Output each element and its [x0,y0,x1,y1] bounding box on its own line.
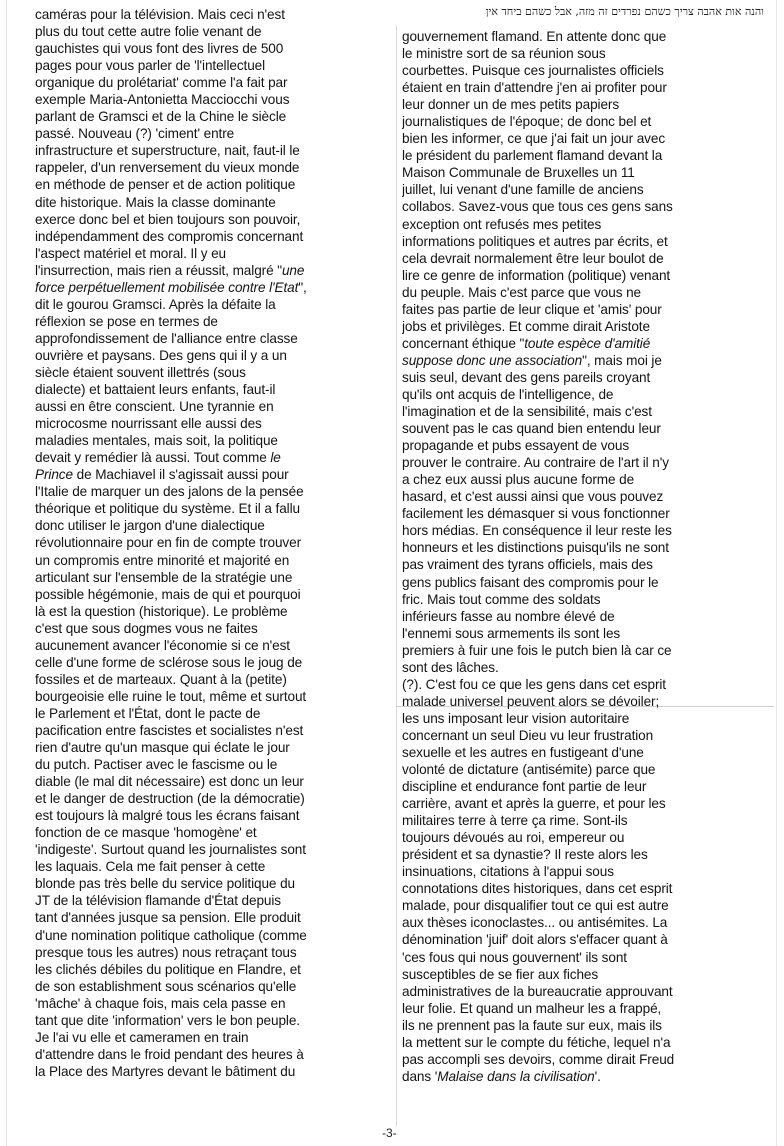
text-run: '. [594,1068,601,1084]
text-run: réflexion se pose en termes de [35,313,218,329]
text-line [402,267,762,284]
text-run: donc utiliser le jargon d'une dialectique [35,518,265,534]
text-line [402,522,762,539]
text-line [402,471,762,488]
text-run: président et sa dynastie? Il reste alors les [402,847,648,863]
text-run: les laquais. Cela me fait penser à cette [35,859,266,875]
text-run: dialecte) et battaient leurs enfants, faut-il [35,382,276,398]
text-line [35,159,387,176]
italic-text: le [270,450,281,466]
text-run: a chez eux aussi plus aucune forme de [402,472,635,488]
text-run: pas accompli ses devoirs, comme dirait Freud [402,1051,675,1067]
text-line [402,1051,762,1068]
text-run: 'ces fous qui nous gouvernent' ils sont [402,949,627,965]
text-line [402,795,762,812]
text-line [402,829,762,846]
text-line [35,176,387,193]
text-line [402,420,762,437]
text-line [402,130,762,147]
text-line [402,863,762,880]
text-run: faites pas partie de leur clique et 'amis' pour [402,301,662,317]
text-run: pas vraiment des tyrans officiels, mais des [402,557,653,573]
left-text-column [35,6,387,1080]
text-run: 'mâche' à chaque fois, mais cela passe en [35,995,286,1011]
text-line [35,858,387,875]
text-run: siècle étaient souvent illettrés (sous [35,364,246,380]
italic-text: Prince [35,467,73,483]
text-line [35,313,387,330]
text-run: hasard, et c'est aussi ainsi que vous pouvez [402,489,664,505]
text-run: infrastructure et superstructure, nait, faut-il le [35,143,300,159]
text-run: dite historique. Mais la classe dominante [35,194,276,210]
text-run: administratives de la bureaucratie approuvant [402,983,673,999]
text-line [402,233,762,250]
text-run: sexuelle et les autres en fustigeant d'une [402,744,644,760]
text-line [402,556,762,573]
text-run: les uns imposant leur vision autoritaire [402,710,630,726]
text-run: leur donner un de mes petits papiers [402,97,620,113]
text-run: JT de la télévision flamande d'État depuis [35,893,282,909]
text-line [402,966,762,983]
text-run: journalistiques de l'époque; de donc bel et [402,114,652,130]
text-run: la mettent sur le compte du fétiche, lequel n'a [402,1034,671,1050]
text-run: tant d'années jusque sa pension. Elle produit [35,910,301,926]
scan-edge-right [776,0,777,1146]
text-line [35,74,387,91]
text-run: carrière, avant et après la guerre, et pour les [402,796,666,812]
text-line [35,228,387,245]
text-line [35,790,387,807]
text-line [402,897,762,914]
text-run: facilement les démasquer si vous fonctionner [402,506,670,522]
text-line [35,211,387,228]
text-line [35,398,387,415]
text-line [402,28,762,45]
text-run: 'indigeste'. Surtout quand les journalistes sont [35,842,306,858]
text-line [402,931,762,948]
text-line [35,347,387,364]
text-line [402,62,762,79]
text-run: indépendamment des compromis concernant [35,228,304,244]
text-line [35,875,387,892]
text-run: malade, pour disqualifier tout ce qui est autre [402,898,669,914]
text-line [402,1034,762,1051]
text-line [35,432,387,449]
text-run: bien les informer, ce que j'ai fait un jour avec [402,131,666,147]
text-line [35,841,387,858]
text-run: maladies mentales, mais soit, la politique [35,433,278,449]
text-run: d'une nomination politique catholique (comme [35,927,307,943]
text-line [402,574,762,591]
text-run: plus du tout cette autre folie venant de [35,24,262,40]
column-divider [396,26,397,1126]
text-line [402,591,762,608]
text-line [35,108,387,125]
hebrew-header-line: והנה אות אהבה צריך כשהם נפרדים זה מזה, אבל כשהם ביחד אין [485,5,764,18]
text-run: cela devrait normalement être leur boulot de [402,250,664,266]
text-line [35,586,387,603]
text-run: rappeler, d'un renversement du vieux monde [35,160,300,176]
text-run: théorique et politique du système. Et il a fallu [35,501,300,517]
text-run: devait y remédier là aussi. Tout comme [35,450,271,466]
text-line [402,983,762,1000]
text-run: les clichés débiles du politique en Flandre, et [35,961,301,977]
text-run: du putch. Pactiser avec le fascisme ou le [35,757,278,773]
text-run: d'attendre dans le froid pendant des heures à [35,1046,304,1062]
text-run: honneurs et les distinctions puisqu'ils ne sont [402,540,669,556]
text-line [35,756,387,773]
text-run: exerce donc bel et bien toujours son pouvoir, [35,211,301,227]
text-line [35,381,387,398]
text-run: du peuple. Mais c'est parce que vous ne [402,284,642,300]
text-run: leur folie. Et quand un malheur les a frappé, [402,1000,662,1016]
text-line [35,91,387,108]
text-run: fossiles et de marteaux. Quant à la (petite) [35,671,287,687]
text-line [402,301,762,318]
text-line [402,659,762,676]
text-run: l'Italie de marquer un des jalons de la pensée [35,484,304,500]
text-line [402,625,762,642]
text-run: gouvernement flamand. En attente donc que [402,29,667,44]
text-line [35,620,387,637]
text-line [35,961,387,978]
text-run: presque tous les autres) nous retraçant tous [35,944,297,960]
text-line [402,216,762,233]
text-line [402,147,762,164]
text-run: là est la question (historique). Le problème [35,603,288,619]
text-line [35,534,387,551]
text-line [35,978,387,995]
text-run: gens publics faisant des compromis pour le [402,574,659,590]
italic-text: force perpétuellement mobilisée contre l'Etat [35,279,299,295]
text-run: le président du parlement flamand devant la [402,148,663,164]
text-line [402,778,762,795]
text-line [35,569,387,586]
italic-text: une [281,262,305,278]
text-run: c'est que sous dogmes vous ne faites [35,620,258,636]
text-line [402,761,762,778]
text-line [402,45,762,62]
text-line [35,483,387,500]
text-run: informations politiques et autres par écrits, et [402,233,668,249]
text-line [402,79,762,96]
text-line [35,637,387,654]
text-run: le ministre sort de sa réunion sous [402,46,606,62]
text-run: militaires terre à terre ça rime. Sont-ils [402,813,628,829]
text-line [35,671,387,688]
text-line [35,603,387,620]
text-line [35,262,387,279]
italic-text: toute espèce d'amitié [524,335,651,351]
text-run: microcosme nourrissant elle aussi des [35,416,262,432]
text-run: courbettes. Puisque ces journalistes officiels [402,63,664,79]
text-run: Je l'ai vu elle et cameramen en train [35,1029,249,1045]
text-run: propagande et pubs essayent de vous [402,438,630,454]
text-line [402,403,762,420]
text-line [35,194,387,211]
text-line [402,437,762,454]
text-run: inférieurs fasse au nombre élevé de [402,608,615,624]
text-run: dénomination 'juif' doit alors s'effacer quant à [402,932,668,948]
text-line [35,1029,387,1046]
text-line [35,296,387,313]
text-line [35,1063,387,1080]
text-line [402,164,762,181]
text-run: souvent pas le cas quand bien entendu leur [402,421,661,437]
text-run: est toujours là malgré tous les écrans faisant [35,808,300,824]
text-run: organique du prolétariat' comme l'a fait par [35,75,288,91]
text-line [35,739,387,756]
text-run: premiers à fuir une fois le putch bien là car ce [402,642,672,658]
text-line [402,608,762,625]
text-line [402,880,762,897]
text-line [402,318,762,335]
text-line [402,846,762,863]
text-line [35,722,387,739]
text-line [402,250,762,267]
text-run: celle d'une forme de sclérose sous le joug de [35,654,303,670]
text-line [35,330,387,347]
text-line [402,710,762,727]
text-line [35,449,387,466]
text-run: Maison Communale de Bruxelles un 11 [402,165,635,181]
text-line [35,909,387,926]
text-line [402,335,762,352]
text-run: bourgeoisie elle ruine le tout, même et surtout [35,688,307,704]
text-line [35,944,387,961]
text-run: connotations dites historiques, dans cet esprit [402,881,673,897]
text-line [402,113,762,130]
text-run: susceptibles de se fier aux fiches [402,966,599,982]
text-run: aussi en être conscient. Une tyrannie en [35,399,274,415]
text-run: l'imagination et de la sensibilité, mais c'est [402,404,652,420]
text-line [402,454,762,471]
text-run: diable (le mal dit nécessaire) est donc un leur [35,774,304,790]
text-run: malade universel peuvent alors se dévoiler; [402,693,660,709]
text-line [35,466,387,483]
text-line [402,642,762,659]
text-run: l'insurrection, mais rien a réussit, malgré " [35,262,282,278]
text-line [402,727,762,744]
text-line [402,1068,762,1085]
text-run: de Machiavel il s'agissait aussi pour [72,467,289,483]
text-run: exception ont refusés mes petites [402,216,602,232]
text-line [35,6,387,23]
text-run: hors médias. En conséquence il leur reste les [402,523,672,539]
text-run: exemple Maria-Antonietta Macciocchi vous [35,92,290,108]
text-run: caméras pour la télévision. Mais ceci n'est [35,7,285,22]
text-run: collabos. Savez-vous que tous ces gens sans [402,199,673,215]
text-run: ", [298,279,307,295]
text-run: rien d'autre qu'un masque qui éclate le jour [35,740,290,756]
text-run: parlant de Gramsci et de la Chine le siècle [35,109,287,125]
text-run: ils ne prennent pas la faute sur eux, mais ils [402,1017,662,1033]
text-line [35,773,387,790]
text-run: en méthode de penser et de action politique [35,177,296,193]
text-run: révolutionnaire pour en fin de compte trouver [35,535,302,551]
text-run: dit le gourou Gramsci. Après la défaite la [35,296,276,312]
text-run: approfondissement de l'alliance entre classe [35,330,298,346]
text-run: qu'ils ont acquis de l'intelligence, de [402,386,614,402]
text-line [35,927,387,944]
text-run: juillet, lui venant d'une famille de anciens [402,182,644,198]
text-line [35,142,387,159]
text-run: sont des lâches. [402,659,499,675]
text-run: concernant éthique " [402,335,525,351]
text-line [402,539,762,556]
text-line [402,369,762,386]
text-line [35,125,387,142]
text-line [35,517,387,534]
text-run: et le danger de destruction (de la démocratie) [35,791,305,807]
text-run: pacification entre fascistes et socialistes n'est [35,722,304,738]
text-line [35,1012,387,1029]
text-line [402,284,762,301]
text-run: concernant un seul Dieu vu leur frustration [402,727,654,743]
text-line [35,705,387,722]
text-line [35,552,387,569]
text-line [35,23,387,40]
text-line [402,744,762,761]
text-line [35,415,387,432]
text-line [35,245,387,262]
text-run: aux thèses iconoclastes... ou antisémites. La [402,915,668,931]
text-run: lire ce genre de information (politique) venant [402,267,671,283]
text-run: l'aspect matériel et moral. Il y eu [35,245,226,261]
italic-text: Malaise dans la civilisation [437,1068,595,1084]
text-line [402,812,762,829]
text-line [35,364,387,381]
right-text-column [402,28,762,1085]
text-line [35,500,387,517]
text-run: la Place des Martyres devant le bâtiment du [35,1063,296,1079]
page-number: -3- [382,1126,397,1140]
text-run: tant que dite 'information' vers le bon peuple. [35,1012,300,1028]
text-run: discipline et endurance font partie de leur [402,779,647,795]
text-line [35,807,387,824]
text-line [35,40,387,57]
text-run: le Parlement et l'État, dont le pacte de [35,705,261,721]
text-run: prouver le contraire. Au contraire de l'art il n'y [402,455,669,471]
text-run: volonté de dictature (antisémite) parce que [402,762,656,778]
text-line [35,892,387,909]
text-line [35,654,387,671]
text-run: toujours dévoués au roi, empereur ou [402,830,625,846]
text-run: possible hégémonie, mais de qui et pourquoi [35,586,301,602]
text-line [402,352,762,369]
text-line [35,1046,387,1063]
text-line [402,505,762,522]
text-run: fric. Mais tout comme des soldats [402,591,601,607]
text-run: aucunement avancer l'économie si ce n'est [35,637,290,653]
text-run: jobs et privilèges. Et comme dirait Aristote [402,318,650,334]
text-line [402,676,762,693]
text-line [402,488,762,505]
text-run: dans ' [402,1068,438,1084]
text-run: suis seul, devant des gens pareils croyant [402,369,651,385]
scan-edge-left [6,0,7,1146]
text-line [35,279,387,296]
text-run: blonde pas très belle du service politique du [35,876,295,892]
text-line [402,181,762,198]
text-run: de son establishment sous scénarios qu'elle [35,978,297,994]
text-run: (?). C'est fou ce que les gens dans cet esprit [402,676,666,692]
text-line [402,1017,762,1034]
text-line [35,688,387,705]
text-line [402,96,762,113]
text-line [402,198,762,215]
text-line [35,995,387,1012]
text-run: insinuations, citations à l'appui sous [402,864,614,880]
text-line [35,57,387,74]
italic-text: suppose donc une association [402,352,583,368]
text-run: l'ennemi sous armements ils sont les [402,625,621,641]
text-run: ", mais moi je [582,352,662,368]
text-run: fonction de ce masque 'homogène' et [35,825,257,841]
text-line [402,949,762,966]
text-run: étaient en train d'attendre j'en ai profiter pour [402,80,667,96]
text-line [402,693,762,710]
text-line [402,1000,762,1017]
text-run: passé. Nouveau (?) 'ciment' entre [35,126,235,142]
text-run: gauchistes qui vous font des livres de 500 [35,41,284,57]
text-run: un compromis entre minorité et majorité en [35,552,290,568]
text-line [35,824,387,841]
text-line [402,386,762,403]
text-line [402,914,762,931]
text-run: pages pour vous parler de 'l'intellectuel [35,58,266,74]
text-run: ouvrière et paysans. Des gens qui il y a un [35,347,287,363]
text-run: articulant sur l'ensemble de la stratégie une [35,569,293,585]
